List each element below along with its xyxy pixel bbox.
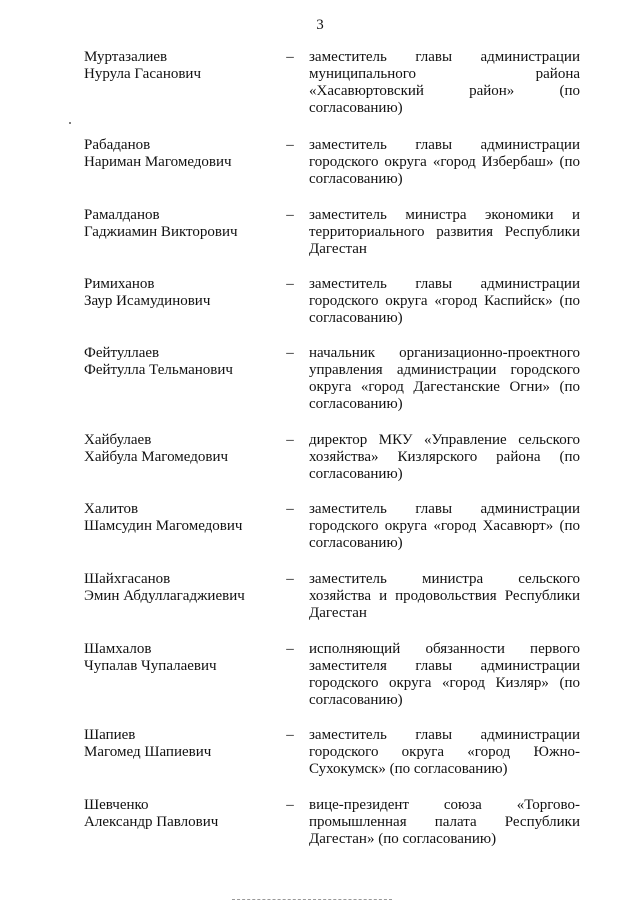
member-surname: Халитов [84, 501, 139, 517]
member-given-name: Нариман Магомедович [84, 154, 232, 170]
member-given-name: Эмин Абдуллагаджиевич [84, 588, 245, 604]
member-name [84, 49, 284, 83]
member-position: заместитель главы администрации городского округа «город Избербаш» (по согласованию) [309, 137, 580, 187]
member-given-name: Александр Павлович [84, 814, 219, 830]
member-entry [0, 207, 640, 287]
member-name [84, 727, 284, 761]
dash-separator: – [286, 345, 294, 361]
member-name [84, 641, 284, 675]
member-name [84, 276, 284, 310]
member-entry [0, 797, 640, 877]
member-position: заместитель главы администрации городского округа «город Каспийск» (по согласованию) [309, 276, 580, 326]
member-surname: Рабаданов [84, 137, 151, 153]
member-entry [0, 641, 640, 721]
dash-separator: – [286, 501, 294, 517]
member-given-name: Хайбула Магомедович [84, 449, 229, 465]
member-given-name: Магомед Шапиевич [84, 744, 212, 760]
dash-separator: – [286, 207, 294, 223]
dash-separator: – [286, 432, 294, 448]
member-name [84, 501, 284, 535]
dash-separator: – [286, 727, 294, 743]
member-position: заместитель министра сельского хозяйства и продовольствия Республики Дагестан [309, 571, 580, 621]
member-entry [0, 727, 640, 807]
member-surname: Шапиев [84, 727, 136, 743]
member-surname: Римиханов [84, 276, 155, 292]
member-position: заместитель главы администрации городского округа «город Хасавюрт» (по согласованию) [309, 501, 580, 551]
member-position: заместитель министра экономики и территориального развития Республики Дагестан [309, 207, 580, 257]
member-given-name: Гаджиамин Викторович [84, 224, 238, 240]
dash-separator: – [286, 571, 294, 587]
scan-speck [69, 122, 71, 124]
member-given-name: Заур Исамудинович [84, 293, 211, 309]
member-surname: Муртазалиев [84, 49, 168, 65]
member-entry [0, 432, 640, 512]
member-position: заместитель главы администрации муниципального района «Хасавюртовский район» (по согласованию) [309, 49, 580, 116]
member-name [84, 137, 284, 171]
dash-separator: – [286, 797, 294, 813]
member-given-name: Фейтулла Тельманович [84, 362, 233, 378]
member-position: заместитель главы администрации городского округа «город Южно-Сухокумск» (по согласованию) [309, 727, 580, 777]
member-surname: Шевченко [84, 797, 149, 813]
member-entry [0, 571, 640, 651]
member-given-name: Нурула Гасанович [84, 66, 202, 82]
page-bottom-edge [232, 899, 392, 900]
dash-separator: – [286, 276, 294, 292]
member-name [84, 207, 284, 241]
member-name [84, 797, 284, 831]
member-surname: Хайбулаев [84, 432, 152, 448]
member-surname: Фейтуллаев [84, 345, 160, 361]
member-entry [0, 501, 640, 581]
page-number: 3 [316, 17, 324, 33]
member-position: начальник организационно-проектного управления администрации городского округа «город Дагестанские Огни» (по согласованию) [309, 345, 580, 412]
member-name [84, 432, 284, 466]
member-name [84, 571, 284, 605]
member-given-name: Чупалав Чупалаевич [84, 658, 217, 674]
dash-separator: – [286, 641, 294, 657]
member-entry [0, 276, 640, 356]
member-given-name: Шамсудин Магомедович [84, 518, 243, 534]
member-surname: Шамхалов [84, 641, 152, 657]
member-name [84, 345, 284, 379]
member-surname: Рамалданов [84, 207, 160, 223]
dash-separator: – [286, 49, 294, 65]
member-position: директор МКУ «Управление сельского хозяйства» Кизлярского района (по согласованию) [309, 432, 580, 482]
member-entry [0, 49, 640, 129]
dash-separator: – [286, 137, 294, 153]
member-position: вице-президент союза «Торгово-промышленная палата Республики Дагестан» (по согласованию) [309, 797, 580, 847]
member-entry [0, 137, 640, 217]
member-surname: Шайхгасанов [84, 571, 171, 587]
member-entry [0, 345, 640, 425]
member-position: исполняющий обязанности первого заместителя главы администрации городского округа «город Кизляр» (по согласованию) [309, 641, 580, 708]
